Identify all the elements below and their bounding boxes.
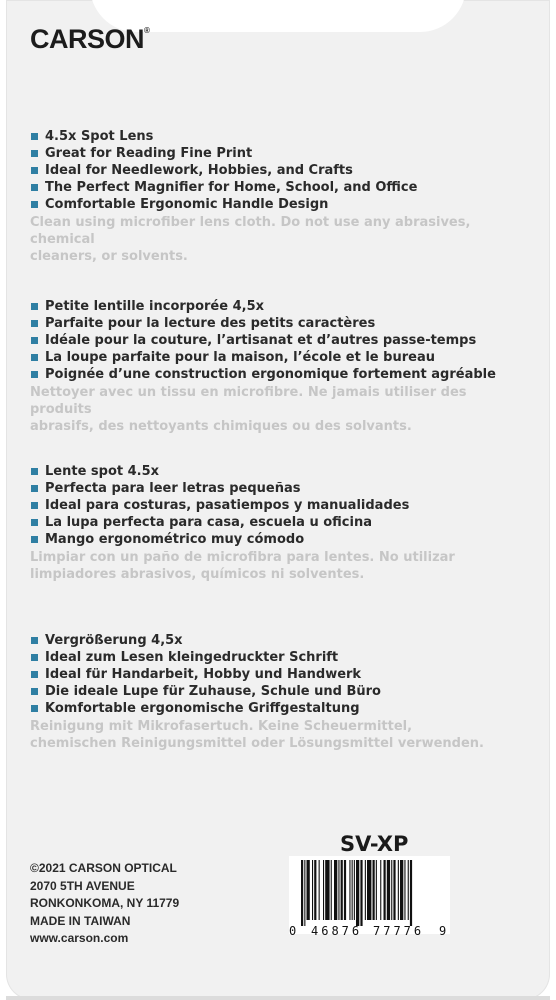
bullet-icon: [31, 320, 38, 327]
barcode-bar: [314, 860, 316, 920]
barcode-bar: [323, 860, 324, 920]
barcode-bar: [384, 860, 386, 920]
barcode-bar: [393, 860, 395, 920]
barcode-bars: [289, 856, 450, 926]
barcode-bar: [408, 860, 409, 920]
barcode-right-digits: 77776: [373, 924, 425, 938]
feature-item: Ideal zum Lesen kleingedruckter Schrift: [30, 649, 530, 666]
barcode-bar: [304, 860, 305, 926]
barcode-bar: [356, 860, 359, 926]
care-line: chemischen Reinigungsmittel oder Lösungsmittel verwenden.: [30, 736, 484, 751]
barcode-bar: [360, 860, 362, 926]
address-line: RONKONKOMA, NY 11779: [30, 896, 180, 910]
feature-item: Ideal para costuras, pasatiempos y manualidades: [30, 497, 530, 514]
feature-item: La lupa perfecta para casa, escuela u oficina: [30, 514, 530, 531]
care-line: Limpiar con un paño de microfibra para lentes. No utilizar: [30, 550, 455, 565]
address-line: www.carson.com: [30, 931, 129, 945]
bullet-icon: [31, 303, 38, 310]
bullet-icon: [31, 688, 38, 695]
feature-item: Petite lentille incorporée 4,5x: [30, 298, 530, 315]
bullet-icon: [31, 150, 38, 157]
barcode-bar: [354, 860, 355, 920]
barcode-bar: [404, 860, 405, 920]
barcode-bar: [301, 860, 303, 926]
barcode-first-digit: 0: [289, 924, 297, 938]
barcode-bar: [331, 860, 332, 920]
care-line: Reinigung mit Mikrofasertuch. Keine Scheuermittel,: [30, 719, 413, 734]
barcode-bar: [319, 860, 320, 920]
bullet-icon: [31, 654, 38, 661]
barcode-bar: [391, 860, 392, 920]
barcode-bar: [373, 860, 375, 920]
barcode-last-digit: 9: [439, 924, 447, 938]
care-instructions: [30, 214, 530, 265]
upc-barcode: [289, 856, 450, 938]
model-number: SV-XP: [340, 832, 409, 856]
section-spanish: [30, 463, 530, 583]
feature-item: Idéale pour la couture, l’artisanat et d’autres passe-temps: [30, 332, 530, 349]
feature-item: Comfortable Ergonomic Handle Design: [30, 196, 530, 213]
feature-item: Ideal for Needlework, Hobbies, and Crafts: [30, 162, 530, 179]
feature-item: Perfecta para leer letras pequeñas: [30, 480, 530, 497]
bullet-icon: [31, 502, 38, 509]
feature-item: Poignée d’une construction ergonomique fortement agréable: [30, 366, 530, 383]
feature-item: Vergrößerung 4,5x: [30, 632, 530, 649]
barcode-bar: [410, 860, 412, 926]
bullet-icon: [31, 468, 38, 475]
care-instructions: [30, 718, 530, 752]
bullet-icon: [31, 637, 38, 644]
bullet-icon: [31, 184, 38, 191]
feature-item: Ideal für Handarbeit, Hobby und Handwerk: [30, 666, 530, 683]
feature-item: Lente spot 4.5x: [30, 463, 530, 480]
barcode-bar: [334, 860, 337, 920]
bullet-icon: [31, 201, 38, 208]
care-line: abrasifs, des nettoyants chimiques ou des solvants.: [30, 419, 412, 434]
feature-item: The Perfect Magnifier for Home, School, and Office: [30, 179, 530, 196]
brand-logo: CARSON®: [30, 24, 150, 54]
bullet-icon: [31, 371, 38, 378]
section-english: [30, 128, 530, 265]
feature-item: Great for Reading Fine Print: [30, 145, 530, 162]
barcode-left-digits: 46876: [311, 924, 363, 938]
barcode-bar: [365, 860, 366, 920]
barcode-bar: [349, 860, 350, 920]
card-bottom-edge: [6, 996, 550, 1000]
care-instructions: [30, 549, 530, 583]
care-line: limpiadores abrasivos, químicos ni solventes.: [30, 567, 365, 582]
barcode-bar: [307, 860, 310, 920]
barcode-bar: [352, 860, 353, 920]
bullet-icon: [31, 133, 38, 140]
feature-item: 4.5x Spot Lens: [30, 128, 530, 145]
barcode-bar: [325, 860, 329, 920]
bullet-icon: [31, 519, 38, 526]
barcode-bar: [398, 860, 399, 920]
barcode-bar: [312, 860, 313, 920]
address-line: ©2021 CARSON OPTICAL: [30, 861, 177, 875]
feature-item: Die ideale Lupe für Zuhause, Schule und Büro: [30, 683, 530, 700]
bullet-icon: [31, 536, 38, 543]
care-line: Clean using microfiber lens cloth. Do not use any abrasives, chemical: [30, 215, 471, 247]
address-line: 2070 5TH AVENUE: [30, 878, 135, 893]
bullet-icon: [31, 485, 38, 492]
feature-item: Komfortable ergonomische Griffgestaltung: [30, 700, 530, 717]
barcode-bar: [344, 860, 346, 920]
barcode-bar: [367, 860, 371, 920]
bullet-icon: [31, 705, 38, 712]
section-french: [30, 298, 530, 435]
bullet-icon: [31, 671, 38, 678]
barcode-bar: [380, 860, 381, 920]
feature-item: Parfaite pour la lecture des petits caractères: [30, 315, 530, 332]
care-line: cleaners, or solvents.: [30, 249, 188, 264]
feature-item: La loupe parfaite pour la maison, l’école et le bureau: [30, 349, 530, 366]
bullet-icon: [31, 337, 38, 344]
care-line: Nettoyer avec un tissu en microfibre. Ne jamais utiliser des produits: [30, 385, 467, 417]
bullet-icon: [31, 167, 38, 174]
company-address: [30, 860, 179, 948]
bullet-icon: [31, 354, 38, 361]
barcode-bar: [400, 860, 403, 920]
address-line: MADE IN TAIWAN: [30, 913, 131, 928]
barcode-bar: [338, 860, 339, 920]
feature-item: Mango ergonométrico muy cómodo: [30, 531, 530, 548]
barcode-bar: [376, 860, 377, 920]
barcode-bar: [341, 860, 343, 920]
care-instructions: [30, 384, 530, 435]
packaging-card: [6, 0, 550, 1000]
barcode-bar: [387, 860, 390, 920]
section-german: [30, 632, 530, 752]
